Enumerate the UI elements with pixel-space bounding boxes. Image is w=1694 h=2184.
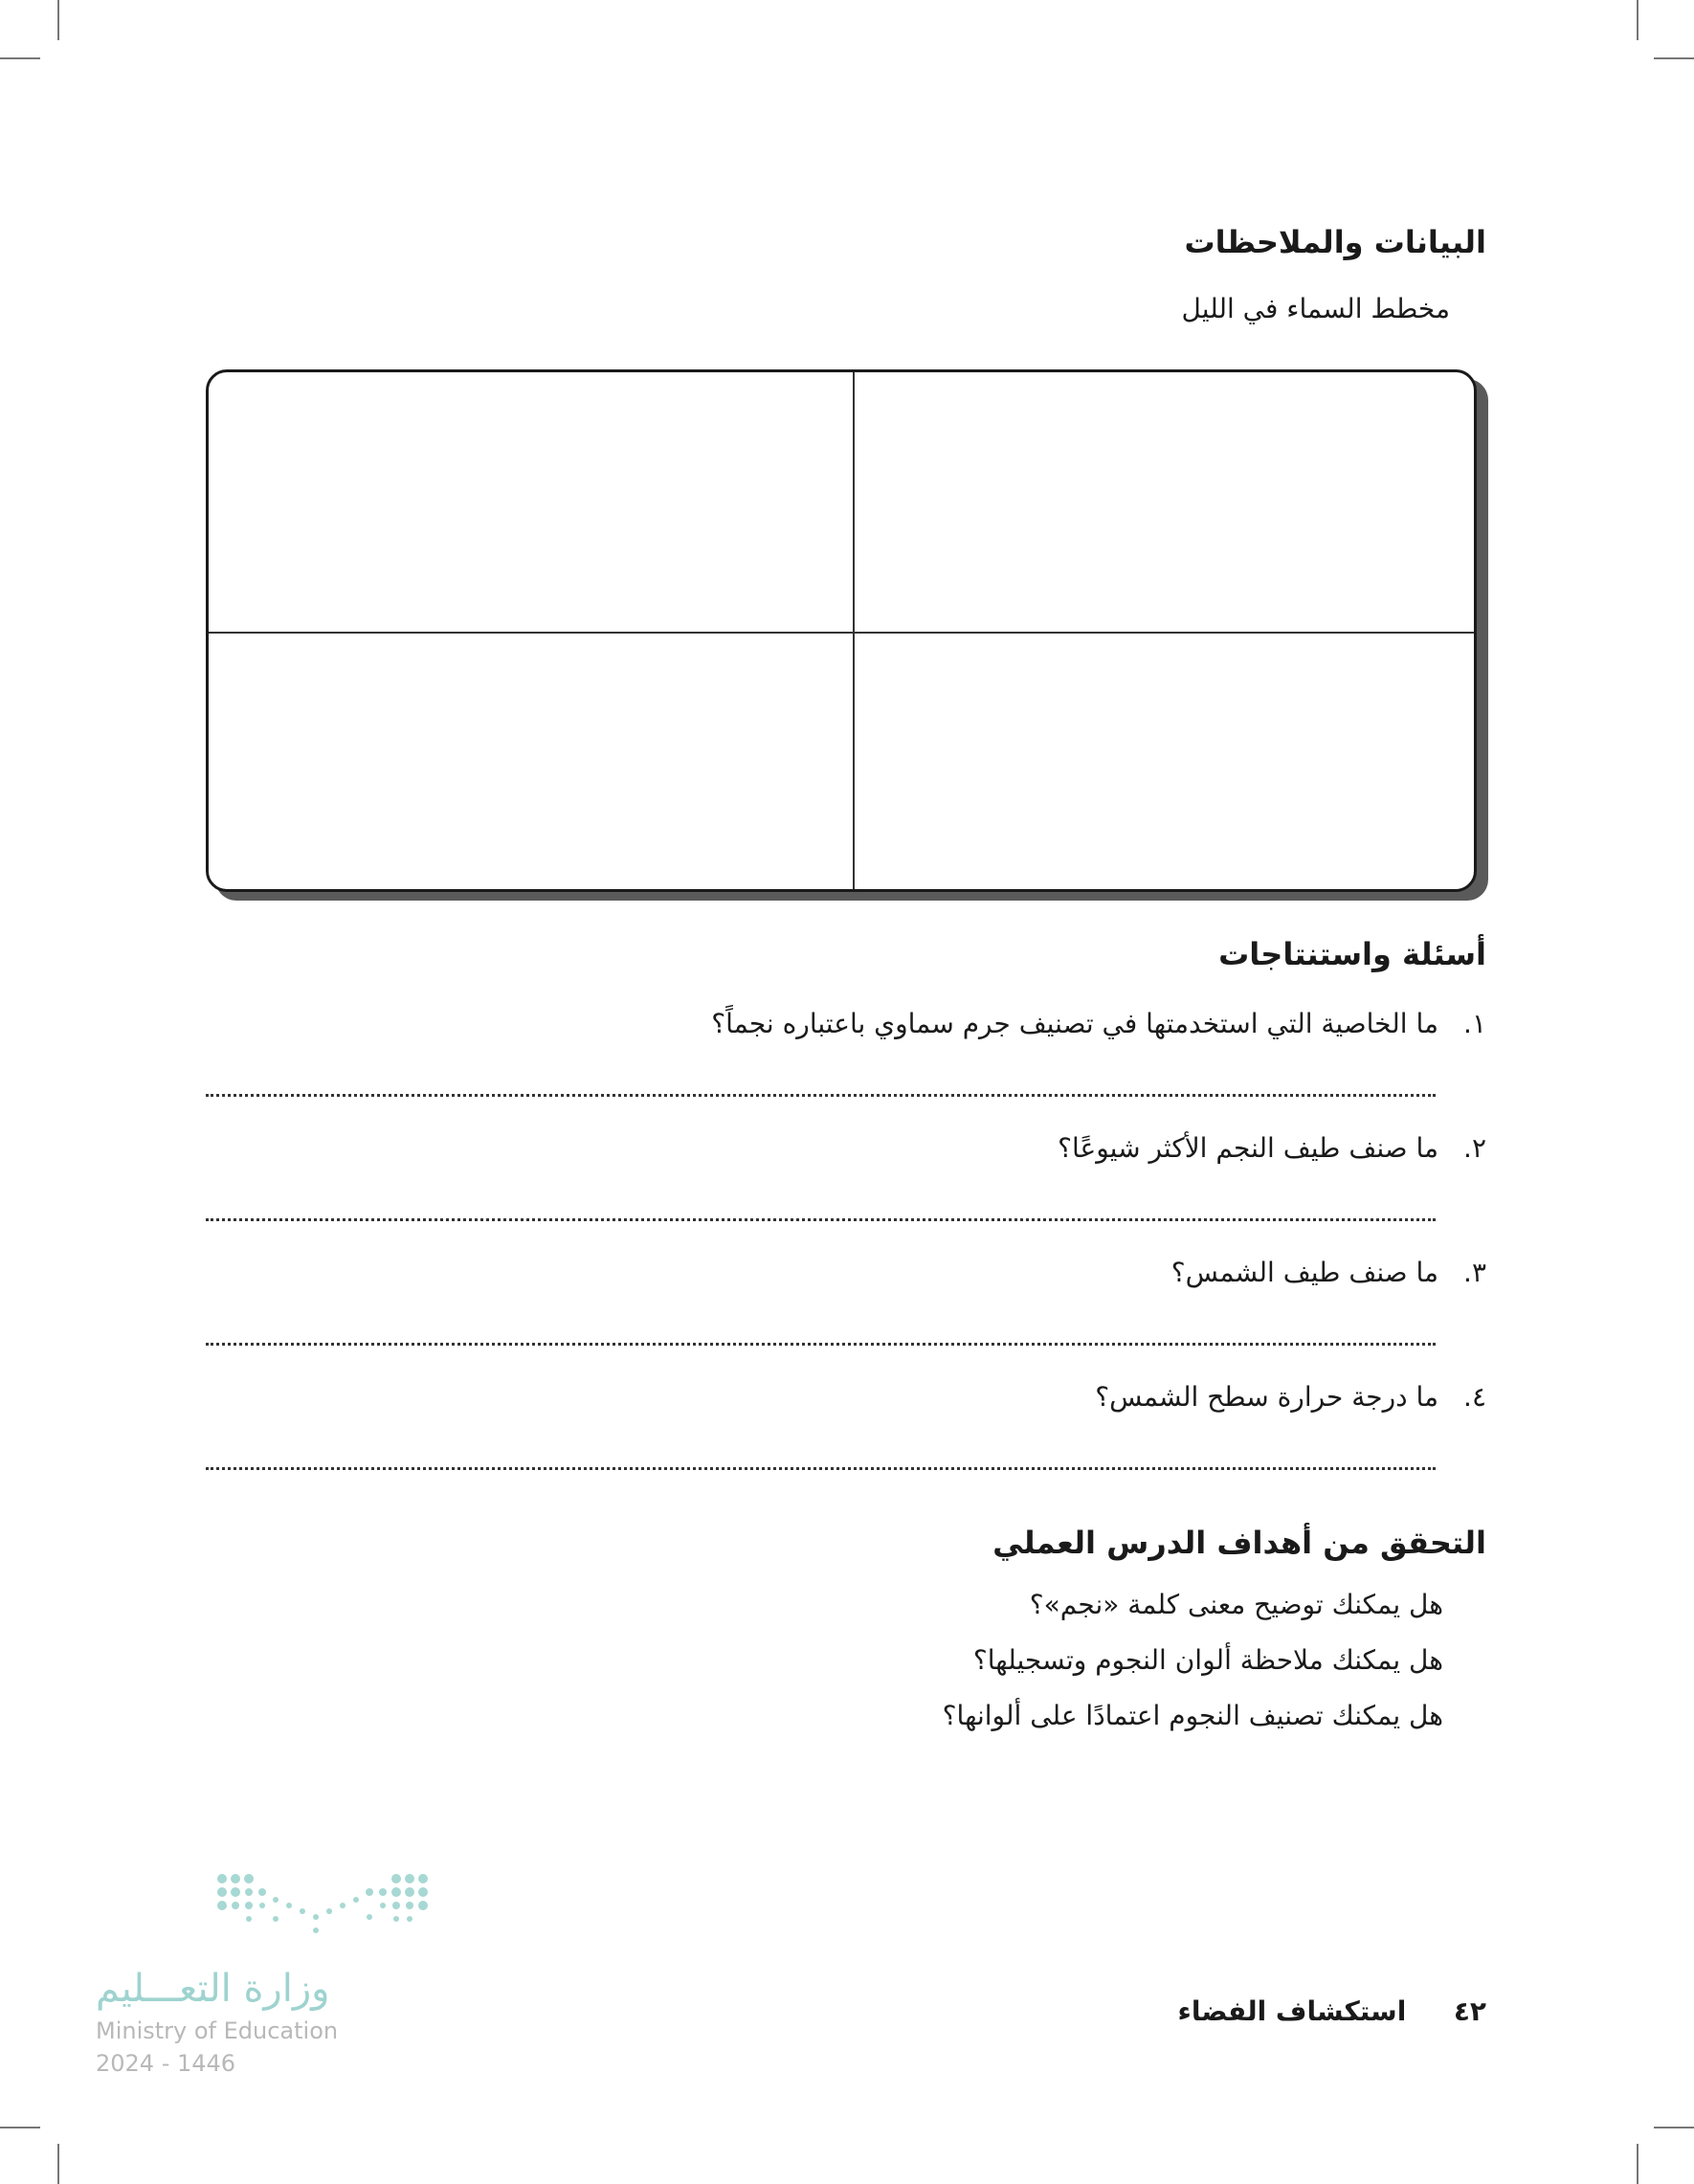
grid-horizontal-divider [209,632,1474,634]
check-item: هل يمكنك تصنيف النجوم اعتمادًا على ألوانها؟ [942,1700,1443,1731]
check-objectives-heading: التحقق من أهداف الدرس العملي [992,1525,1486,1561]
question-number: ٣. [1463,1257,1486,1288]
grid-vertical-divider [853,372,855,889]
question-number: ٤. [1463,1381,1486,1413]
chapter-title: استكشاف الفضاء [1177,1995,1407,2027]
edition-year: 2024 - 1446 [96,2050,236,2077]
answer-line-1[interactable] [206,1094,1436,1097]
question-number: ٢. [1463,1132,1486,1164]
questions-heading: أسئلة واستنتاجات [1218,936,1486,972]
crop-mark [1637,2144,1638,2184]
page-footer [1178,1995,1487,2027]
question-text: ما صنف طيف الشمس؟ [1170,1257,1438,1288]
crop-mark [57,2144,59,2184]
answer-line-3[interactable] [206,1343,1436,1346]
crop-mark [0,2127,40,2128]
ministry-name-arabic: وزارة التعـــليم [96,1967,330,2011]
question-text: ما الخاصية التي استخدمتها في تصنيف جرم سماوي باعتباره نجماً؟ [711,1008,1438,1039]
crop-mark [1654,2127,1694,2128]
question-3 [1171,1257,1486,1288]
crop-mark [1654,57,1694,59]
question-4 [1095,1381,1486,1413]
crop-mark [0,57,40,59]
answer-line-2[interactable] [206,1218,1436,1221]
ministry-name-english: Ministry of Education [96,2017,339,2044]
answer-line-4[interactable] [206,1467,1436,1470]
question-text: ما صنف طيف النجم الأكثر شيوعًا؟ [1058,1132,1438,1164]
question-number: ١. [1463,1008,1486,1039]
check-item: هل يمكنك ملاحظة ألوان النجوم وتسجيلها؟ [972,1644,1443,1676]
data-observations-heading: البيانات والملاحظات [1184,224,1486,260]
page-number: ٤٢ [1453,1995,1486,2027]
sky-chart-caption: مخطط السماء في الليل [1181,293,1450,324]
crop-mark [1637,0,1638,40]
check-item: هل يمكنك توضيح معنى كلمة «نجم»؟ [1029,1589,1443,1620]
crop-mark [57,0,59,40]
ministry-logo-icon [211,1871,450,1948]
sky-chart-grid [206,369,1477,892]
question-1 [711,1008,1486,1039]
question-2 [1058,1132,1486,1164]
question-text: ما درجة حرارة سطح الشمس؟ [1095,1381,1438,1413]
